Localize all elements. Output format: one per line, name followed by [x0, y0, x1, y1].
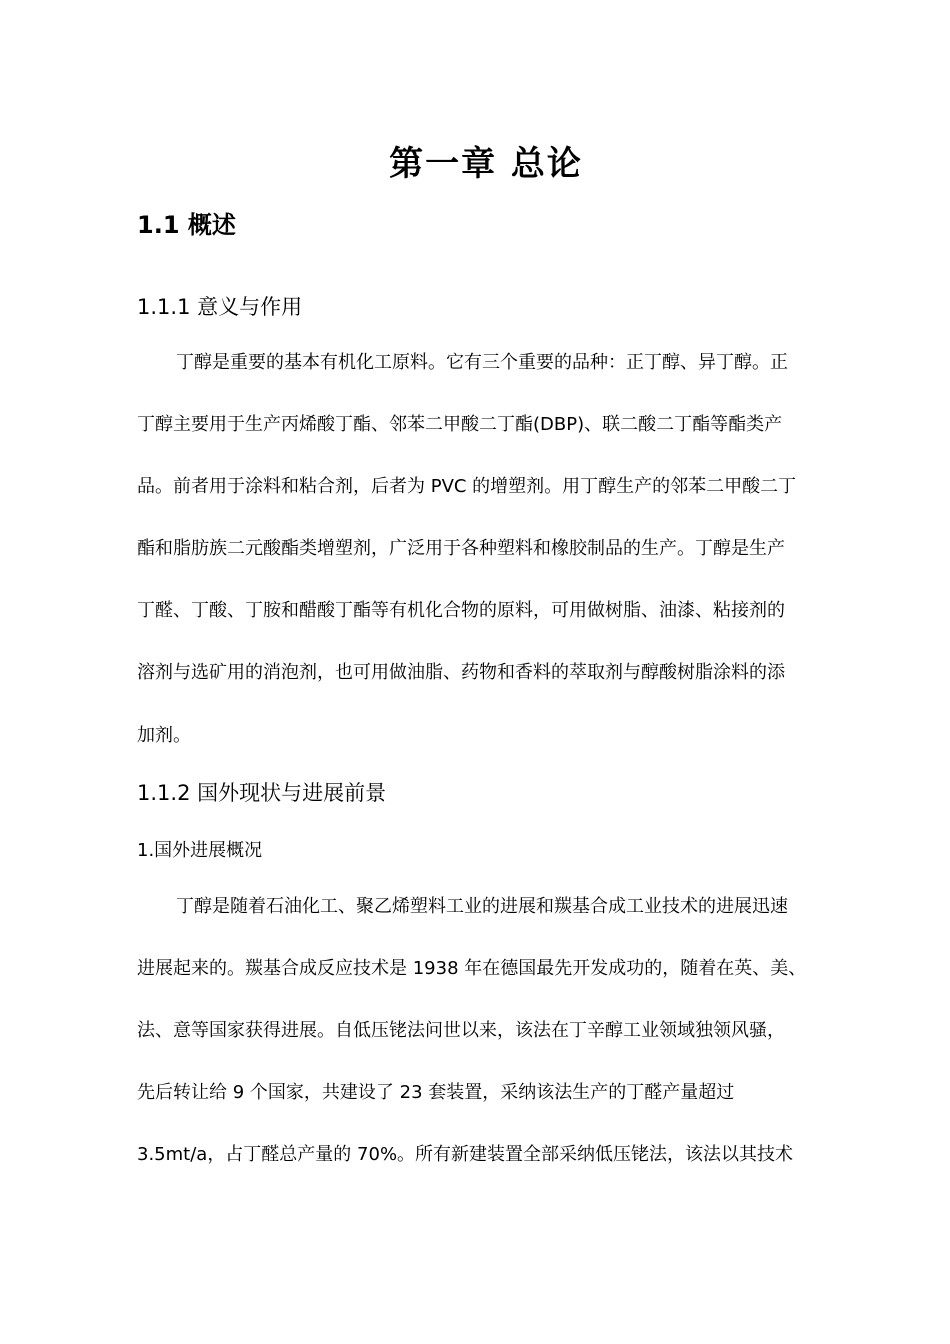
- paragraph-line: 加剂。: [137, 725, 191, 746]
- paragraph-line: 进展起来的。羰基合成反应技术是 1938 年在德国最先开发成功的，随着在英、美、: [137, 958, 807, 979]
- subsection-heading-significance: 1.1.1 意义与作用: [137, 295, 303, 319]
- chapter-title: 第一章 总论: [389, 144, 583, 184]
- paragraph-line: 溶剂与选矿用的消泡剂，也可用做油脂、药物和香料的萃取剂与醇酸树脂涂料的添: [137, 662, 785, 683]
- paragraph-line: 丁醇是重要的基本有机化工原料。它有三个重要的品种：正丁醇、异丁醇。正: [176, 352, 788, 373]
- paragraph-line: 酯和脂肪族二元酸酯类增塑剂，广泛用于各种塑料和橡胶制品的生产。丁醇是生产: [137, 538, 785, 559]
- item-heading: 1.国外进展概况: [137, 840, 263, 861]
- paragraph-line: 品。前者用于涂料和粘合剂，后者为 PVC 的增塑剂。用丁醇生产的邻苯二甲酸二丁: [137, 476, 797, 497]
- paragraph-line: 丁醇是随着石油化工、聚乙烯塑料工业的进展和羰基合成工业技术的进展迅速: [176, 896, 788, 917]
- paragraph-line: 丁醛、丁酸、丁胺和醋酸丁酯等有机化合物的原料，可用做树脂、油漆、粘接剂的: [137, 600, 785, 621]
- paragraph-line: 法、意等国家获得进展。自低压铑法问世以来，该法在丁辛醇工业领域独领风骚，: [137, 1020, 785, 1041]
- paragraph-line: 先后转让给 9 个国家，共建设了 23 套装置，采纳该法生产的丁醛产量超过: [137, 1082, 735, 1103]
- subsection-heading-foreign-status: 1.1.2 国外现状与进展前景: [137, 781, 387, 805]
- paragraph-line: 3.5mt/a，占丁醛总产量的 70%。所有新建装置全部采纳低压铑法，该法以其技术: [137, 1144, 794, 1165]
- section-heading: 1.1 概述: [137, 211, 236, 239]
- paragraph-line: 丁醇主要用于生产丙烯酸丁酯、邻苯二甲酸二丁酯(DBP)、联二酸二丁酯等酯类产: [137, 414, 783, 435]
